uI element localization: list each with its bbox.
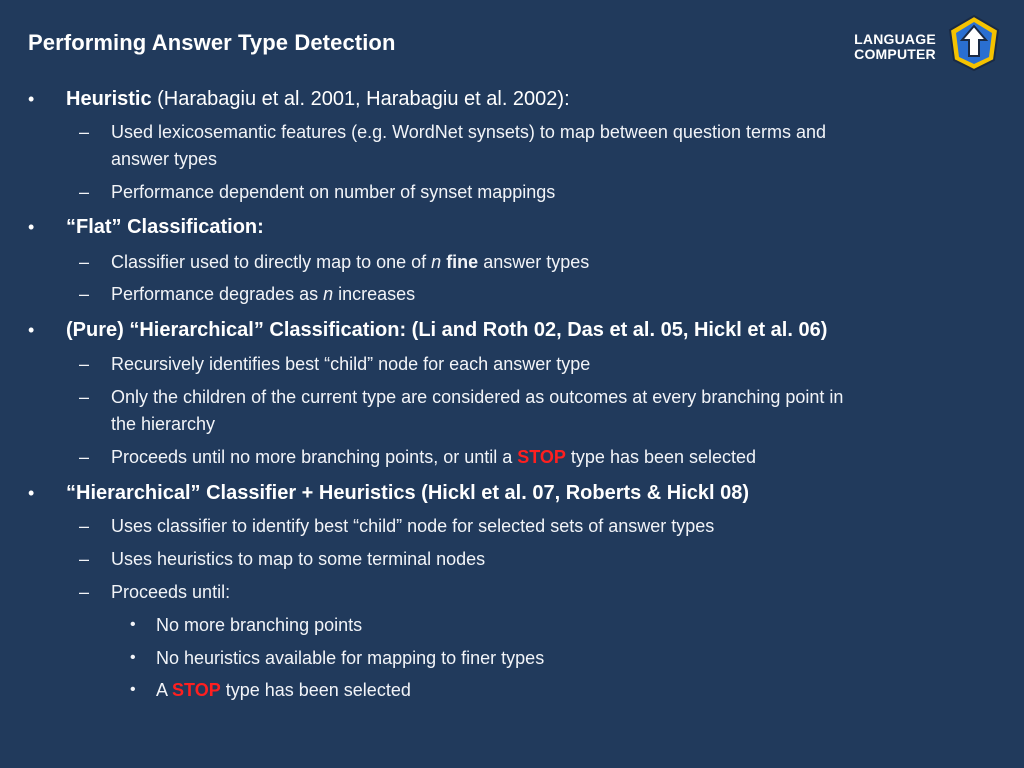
bullet-marker: • — [130, 616, 136, 633]
bullet-text: “Hierarchical” Classifier + Heuristics (Hickl et al. 07, Roberts & Hickl 08) — [66, 482, 750, 504]
sub-sub-bullet-text: type has been selected — [220, 680, 411, 700]
slide-title: Performing Answer Type Detection — [28, 30, 396, 55]
sub-bullet-direct-map — [79, 251, 590, 273]
bullet-marker: • — [28, 217, 35, 237]
italic-n: n — [431, 252, 442, 272]
sub-bullet-text: the hierarchy — [111, 414, 216, 434]
sub-bullet-text: Used lexicosemantic features (e.g. WordNet synsets) to map between question terms and — [111, 122, 827, 142]
sub-bullet-text: Recursively identifies best “child” node for each answer type — [111, 354, 591, 374]
sub-bullet-text: Uses heuristics to map to some terminal nodes — [111, 549, 486, 569]
dash-marker: – — [79, 582, 90, 602]
bullet-marker: • — [28, 483, 35, 503]
bullet-heuristic — [28, 87, 570, 111]
bullet-text: “Flat” Classification: — [66, 216, 264, 238]
sub-bullet-uses-heuristics — [79, 548, 486, 570]
bullet-marker: • — [28, 320, 35, 340]
bullet-marker: • — [130, 681, 136, 698]
bold-fine: fine — [446, 252, 479, 272]
sub-bullet-proceeds-stop — [79, 446, 757, 468]
bullet-marker: • — [130, 649, 136, 666]
logo-line-1: LANGUAGE — [854, 31, 936, 47]
logo-text — [846, 32, 944, 62]
bullet-flat-classification — [28, 215, 264, 239]
sub-bullet-text: answer types — [111, 149, 218, 169]
stop-highlight: STOP — [517, 447, 566, 467]
sub-bullet-children — [79, 386, 844, 408]
dash-marker: – — [79, 447, 90, 467]
sub-sub-bullet-text: A — [156, 680, 173, 700]
sub-sub-bullet-no-heuristics — [130, 647, 545, 669]
italic-n: n — [323, 284, 334, 304]
dash-marker: – — [79, 387, 90, 407]
sub-bullet-synset-performance — [79, 181, 556, 203]
dash-marker: – — [79, 252, 90, 272]
sub-bullet-text: Performance degrades as — [111, 284, 324, 304]
sub-bullet-degrades — [79, 283, 416, 305]
logo-line-2: COMPUTER — [854, 46, 936, 62]
dash-marker: – — [79, 516, 90, 536]
sub-bullet-recursive — [79, 353, 591, 375]
sub-bullet-lexicosemantic — [79, 121, 827, 143]
sub-sub-bullet-stop — [130, 679, 411, 701]
sub-sub-bullet-text: No more branching points — [156, 615, 363, 635]
stop-highlight: STOP — [172, 680, 221, 700]
sub-sub-bullet-text: No heuristics available for mapping to finer types — [156, 648, 545, 668]
bullet-bold: Heuristic — [66, 88, 152, 110]
dash-marker: – — [79, 549, 90, 569]
bullet-hierarchical-heuristics — [28, 481, 750, 505]
sub-bullet-text: Uses classifier to identify best “child” node for selected sets of answer types — [111, 516, 715, 536]
bullet-marker: • — [28, 89, 35, 109]
sub-bullet-text: Classifier used to directly map to one of — [111, 252, 432, 272]
sub-bullet-text: Performance dependent on number of synset mappings — [111, 182, 556, 202]
sub-sub-bullet-branching — [130, 614, 363, 636]
dash-marker: – — [79, 122, 90, 142]
sub-bullet-text: type has been selected — [565, 447, 757, 467]
bullet-text: (Harabagiu et al. 2001, Harabagiu et al. 2002): — [151, 88, 570, 110]
dash-marker: – — [79, 354, 90, 374]
sub-bullet-text: Proceeds until no more branching points, or until a — [111, 447, 518, 467]
sub-bullet-children-cont — [111, 413, 215, 435]
sub-bullet-text: answer types — [478, 252, 590, 272]
sub-bullet-text: increases — [333, 284, 416, 304]
bullet-pure-hierarchical — [28, 318, 828, 342]
sub-bullet-text: Proceeds until: — [111, 582, 231, 602]
dash-marker: – — [79, 182, 90, 202]
sub-bullet-proceeds-until — [79, 581, 231, 603]
dash-marker: – — [79, 284, 90, 304]
up-arrow-shield-icon — [946, 14, 1002, 72]
language-computer-logo — [846, 14, 1006, 72]
sub-bullet-uses-classifier — [79, 515, 715, 537]
bullet-text: (Pure) “Hierarchical” Classification: (Li and Roth 02, Das et al. 05, Hickl et al. 06) — [66, 319, 828, 341]
sub-bullet-text: Only the children of the current type are considered as outcomes at every branching point in — [111, 387, 844, 407]
sub-bullet-lexicosemantic-cont — [111, 148, 217, 170]
